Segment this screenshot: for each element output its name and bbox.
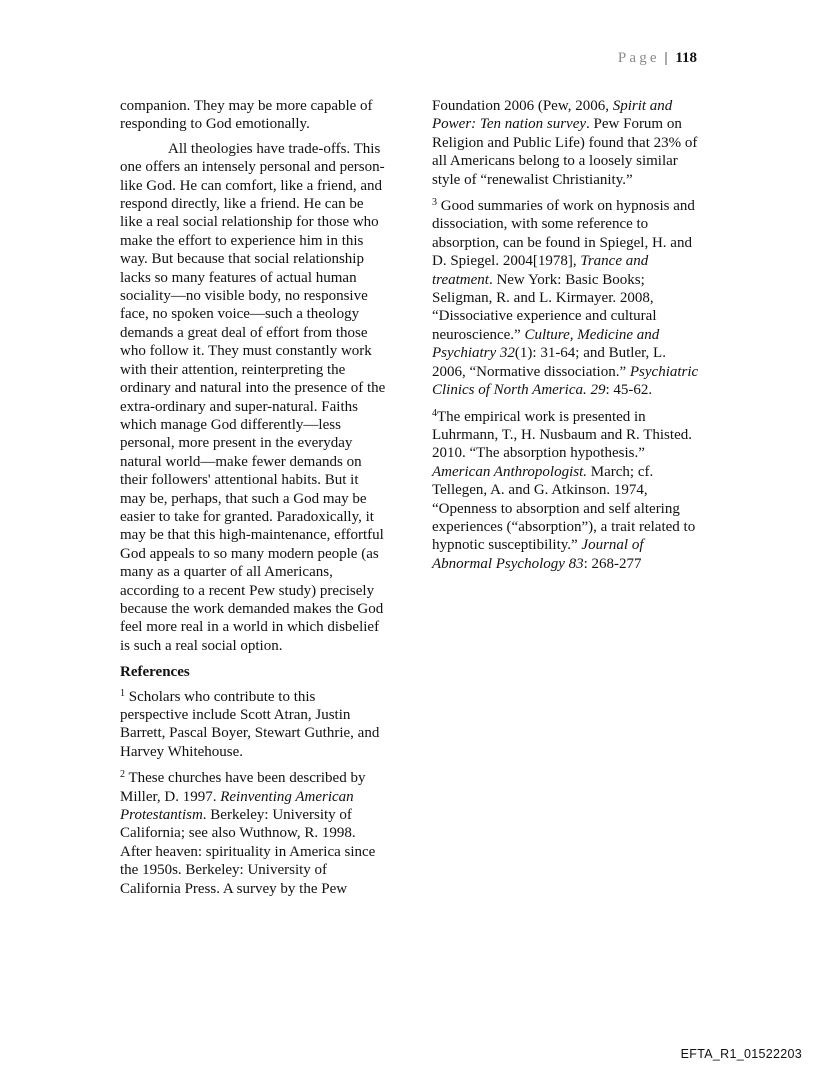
reference-4-text: The empirical work is presented in Luhrmann, T., H. Nusbaum and R. Thisted. 2010. “The absorption hypothesis.” [432,408,692,462]
reference-2 [120,769,386,898]
reference-4 [432,408,700,574]
left-column [120,97,386,906]
reference-4-mark: 4 [432,407,437,419]
body-paragraph-theologies: All theologies have trade-offs. This one offers an intensely personal and person-like God. He can comfort, like a friend, and respond directly, like a friend. He can be like a real social relationship for those who make the effort to experience him in this way. But because that social relationship lacks so many features of actual human sociality—no visible body, no responsive face, no spoken voice—such a theology demands a great deal of effort from those who follow it. They must constantly work with their attention, reinterpreting the ordinary and natural into the presence of the extra-ordinary and super-natural. Faiths which manage God differently—less personal, more present in the everyday natural world—make fewer demands on their followers' attentional habits. But it may be, perhaps, that such a God may be easier to take for granted. Paradoxically, it may be that this high-maintenance, effortful God appeals to so many modern people (as many as a quarter of all Americans, according to a recent Pew study) precisely because the work demanded makes the God feel more real in a world in which disbelief is such a real social option. [120,140,386,654]
reference-3-mark: 3 [432,197,437,209]
reference-1 [120,688,386,762]
reference-3-text-4: : 45-62. [605,382,653,399]
body-paragraph-continuation: companion. They may be more capable of responding to God emotionally. [120,98,373,133]
reference-1-text: Scholars who contribute to this perspective include Scott Atran, Justin Barrett, Pascal Boyer, Stewart Guthrie, and Harvey Whitehouse. [120,688,380,760]
reference-3-text: Good summaries of work on hypnosis and dissociation, with some reference to absorption, can be found in Spiegel, H. and D. Spiegel. 2004[1978], [432,198,695,270]
reference-2-mark: 2 [120,769,125,781]
reference-4-text-2: March; cf. Tellegen, A. and G. Atkinson. 1974, “Openness to absorption and self altering experiences (“absorption”), a trait related to hypnotic susceptibility.” [432,463,696,554]
reference-2-continued [432,97,700,189]
reference-3 [432,197,700,399]
reference-2-text: These churches have been described by Miller, D. 1997. [120,770,366,805]
page-number: 118 [675,50,697,66]
page-separator: | [664,50,668,66]
document-id: EFTA_R1_01522203 [680,1047,802,1061]
reference-3-text-3: (1): 31-64; and Butler, L. 2006, “Normative dissociation.” [432,345,666,380]
reference-3-text-2: . New York: Basic Books; Seligman, R. and L. Kirmayer. 2008, “Dissociative experience and cultural neuroscience.” [432,271,657,343]
reference-2-continued-text: Foundation 2006 (Pew, 2006, [432,98,613,114]
reference-3-journal-culture: Culture, Medicine and Psychiatry 32 [432,326,660,362]
page-header [618,49,697,67]
reference-2-continued-title: Spirit and Power: Ten nation survey [432,98,673,133]
reference-4-journal-abnormal: Journal of Abnormal Psychology 83 [432,537,644,572]
reference-2-text-cont: . Berkeley: University of California; see also Wuthnow, R. 1998. After heaven: spirituality in America since the 1950s. Berkeley: University of California Press. A survey by the Pew [120,807,376,897]
reference-2-continued-tail: . Pew Forum on Religion and Public Life) found that 23% of all Americans belong to a loosely similar style of “renewalist Christianity.” [432,116,698,188]
reference-1-mark: 1 [120,687,125,699]
reference-4-journal-anthropologist: American Anthropologist. [432,463,587,480]
page-label: Page [617,50,660,66]
reference-3-journal-psychiatric: Psychiatric Clinics of North America. 29 [432,363,699,399]
right-column [432,97,700,581]
reference-2-title: Reinventing American Protestantism [120,788,354,824]
reference-3-title-trance: Trance and treatment [432,253,649,288]
reference-4-text-3: : 268-277 [583,555,642,572]
references-heading: References [120,664,190,681]
